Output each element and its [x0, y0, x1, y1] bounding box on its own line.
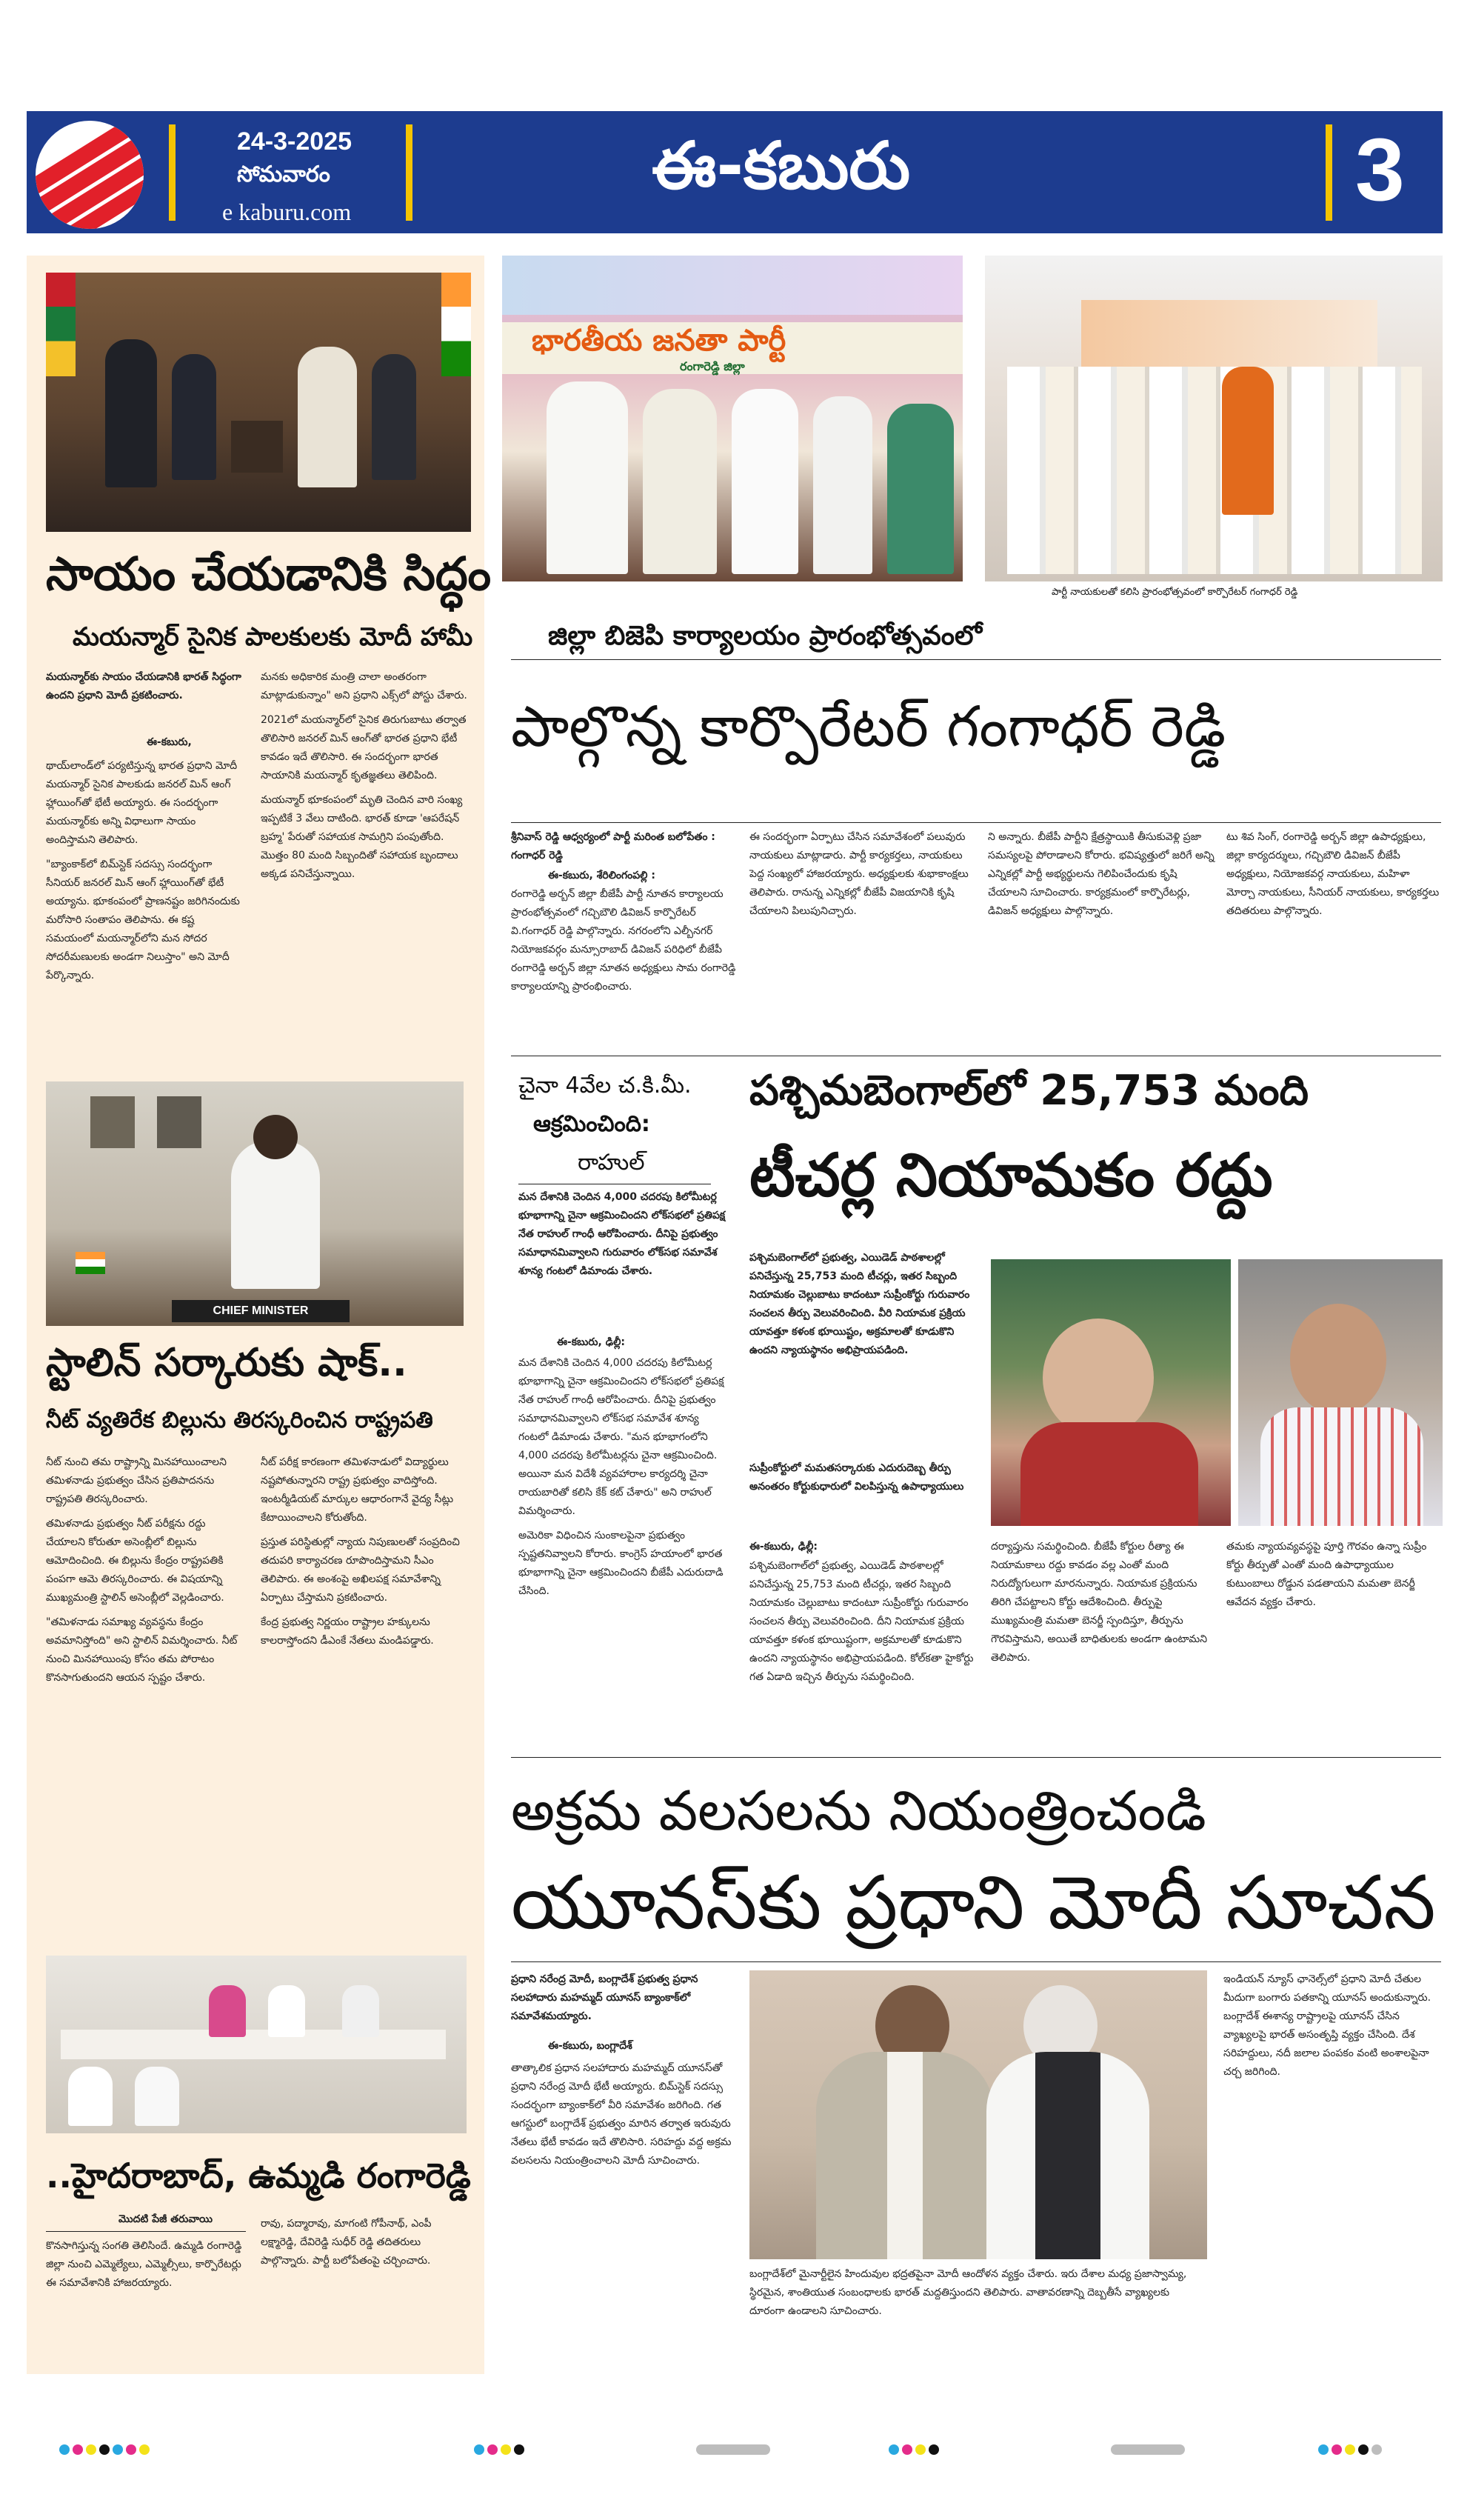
- modi-story-col1: [46, 757, 244, 991]
- wb-story-col1: పశ్చిమబెంగాల్‌లో ప్రభుత్వ, ఎయిడెడ్ పాఠశాలల్లో పనిచేస్తున్న 25,753 మంది టీచర్లు, ఇతర సిబ్బంది నియామకం చెల్లుబాటు కాదంటూ సుప్రీంకోర్టు గురువారం సంచలన తీర్పు వెలువరించింది. దీని నియామక ప్రక్రియ యావత్తూ కళంక భూయిష్టంగా, అక్రమాలతో కూడుకొని ఉందని న్యాయస్థానం అభిప్రాయపడింది. కోల్‌కతా హైకోర్టు గత ఏడాది ఇచ్చిన తీర్పును సమర్థించింది.: [749, 1560, 974, 1683]
- yunus-story-col2: బంగ్లాదేశ్‌లో మైనార్టీలైన హిందువుల భద్రతపైనా మోదీ ఆందోళన వ్యక్తం చేశారు. ఇరు దేశాల మధ్య ప్రజాస్వామ్య, స్థిరమైన, శాంతియుత సంబంధాలకు భారత్ మద్దతిస్తుందని తెలిపారు. వాతావరణాన్ని దెబ్బతీసే వ్యాఖ్యలకు దూరంగా ఉండాలని సూచించారు.: [749, 2268, 1187, 2317]
- bjp-office-photo-2: [985, 256, 1443, 581]
- bjp-story-headline: పాల్గొన్న కార్పొరేటర్ గంగాధర్ రెడ్డి: [511, 693, 1226, 759]
- rahul-headline-line2: ఆక్రమించింది:: [533, 1111, 650, 1137]
- paragraph: 2021లో మయన్మార్‌లో సైనిక తిరుగుబాటు తర్వాత తొలిసారి జనరల్ మిన్ ఆంగ్‌తో భారత ప్రధాని భేటీ కావడం ఇదే తొలిసారి. ఈ సందర్భంగా భారత సాయానికి మయన్మార్ కృతజ్ఞతలు తెలిపింది.: [261, 714, 467, 781]
- newspaper-title: ఈ-కబురు: [652, 127, 911, 204]
- issue-day: సోమవారం: [237, 161, 330, 187]
- yunus-story-kicker: అక్రమ వలసలను నియంత్రించండి: [511, 1779, 1206, 1843]
- rahul-dateline: ఈ-కబురు, ఢిల్లీ:: [557, 1336, 625, 1348]
- modi-story-headline: సాయం చేయడానికి సిద్ధం: [46, 547, 492, 601]
- registration-mark: [501, 2444, 511, 2455]
- registration-mark: [99, 2444, 110, 2455]
- yunus-story-col3: ఇండియన్ న్యూస్ ఛానెల్స్‌లో ప్రధాని మోదీ చేతుల మీదుగా బంగారు పతకాన్ని యూనస్ అందుకున్నారు. బంగ్లాదేశ్ ఈశాన్య రాష్ట్రాలపై యూనస్ చేసిన వ్యాఖ్యలపై భారత్ అసంతృప్తి వ్యక్తం చేసింది. దేశ సరిహద్దులు, నదీ జలాల పంపకం వంటి అంశాలపైనా చర్చ జరిగింది.: [1223, 1973, 1431, 2078]
- yunus-story-dateline: ఈ-కబురు, బంగ్లాదేశ్: [548, 2040, 632, 2052]
- registration-mark: [86, 2444, 96, 2455]
- yunus-story-headline: యూనస్‌కు ప్రధాని మోదీ సూచన: [511, 1859, 1436, 1946]
- hyderabad-meeting-photo: [46, 1956, 467, 2133]
- yunus-story-summary: ప్రధాని నరేంద్ర మోదీ, బంగ్లాదేశ్ ప్రభుత్వ ప్రధాన సలహాదారు మహమ్మద్ యూనస్ బ్యాంకాక్‌లో సమావేశమయ్యారు.: [511, 1973, 698, 2022]
- paragraph: ప్రస్తుత పరిస్థితుల్లో న్యాయ నిపుణులతో సంప్రదించి తదుపరి కార్యాచరణ రూపొందిస్తామని సీఎం తెలిపారు. ఈ అంశంపై అఖిలపక్ష సమావేశాన్ని ఏర్పాటు చేస్తామని ప్రకటించారు.: [261, 1536, 460, 1604]
- modi-story-dateline: ఈ-కబురు,: [147, 736, 192, 748]
- registration-mark: [73, 2444, 83, 2455]
- bjp-banner-text: భారతీయ జనతా పార్టీ: [532, 324, 786, 358]
- registration-mark: [915, 2444, 926, 2455]
- stalin-story-subheadline: నీట్ వ్యతిరేక బిల్లును తిరస్కరించిన రాష్ట్రపతి: [46, 1407, 433, 1433]
- masthead-divider: [169, 124, 176, 221]
- registration-mark: [1111, 2444, 1185, 2455]
- modi-yunus-photo: [749, 1970, 1207, 2259]
- registration-mark: [1318, 2444, 1329, 2455]
- stalin-story-col2: [261, 1453, 468, 1656]
- modi-myanmar-photo: [46, 273, 471, 532]
- wb-story-col3: తమకు న్యాయవ్యవస్థపై పూర్తి గౌరవం ఉన్నా సుప్రీం కోర్టు తీర్పుతో ఎంతో మంది ఉపాధ్యాయుల కుటుంబాలు రోడ్డున పడతాయని మమతా బెనర్జీ ఆవేదన వ్యక్తం చేశారు.: [1226, 1541, 1427, 1608]
- stalin-photo: [46, 1081, 464, 1326]
- registration-mark: [1332, 2444, 1342, 2455]
- registration-mark: [126, 2444, 136, 2455]
- bjp-story-kicker: జిల్లా బిజెపి కార్యాలయం ప్రారంభోత్సవంలో: [548, 621, 983, 651]
- registration-mark: [889, 2444, 899, 2455]
- bjp-story-col2: ఈ సందర్భంగా ఏర్పాటు చేసిన సమావేశంలో పలువురు నాయకులు మాట్లాడారు. పార్టీ కార్యకర్తలు, నాయకులు పెద్ద సంఖ్యలో హాజరయ్యారు. అధ్యక్షులకు శుభాకాంక్షలు తెలిపారు. రానున్న ఎన్నికల్లో బీజేపీ విజయానికి కృషి చేయాలని పిలుపునిచ్చారు.: [749, 831, 969, 917]
- modi-story-subheadline: మయన్మార్ సైనిక పాలకులకు మోదీ హామీ: [73, 622, 473, 652]
- registration-mark: [1345, 2444, 1355, 2455]
- chief-minister-nameplate: CHIEF MINISTER: [172, 1300, 350, 1322]
- registration-mark: [514, 2444, 524, 2455]
- paragraph: "బ్యాంకాక్‌లో బిమ్‌స్టెక్ సదస్సు సందర్భంగా సీనియర్ జనరల్ మిన్ ఆంగ్ హ్లాయింగ్‌తో భేటీ అయ్యాను. భూకంపంలో ప్రాణనష్టం జరిగినందుకు మరోసారి సంతాపం తెలిపాను. ఈ కష్ట సమయంలో మయన్మార్‌లోని మన సోదర సోదరీమణులకు అండగా నిలుస్తాం" అని మోదీ పేర్కొన్నారు.: [46, 859, 240, 981]
- ekaburu-logo: [36, 121, 144, 229]
- paragraph: నీట్ నుంచి తమ రాష్ట్రాన్ని మినహాయించాలని తమిళనాడు ప్రభుత్వం చేసిన ప్రతిపాదనను రాష్ట్రపతి తిరస్కరించారు.: [46, 1456, 227, 1505]
- yunus-story-col1: తాత్కాలిక ప్రధాన సలహాదారు మహమ్మద్ యూనస్‌తో ప్రధాని నరేంద్ర మోదీ భేటీ అయ్యారు. బిమ్‌స్టెక్ సదస్సు సందర్భంగా బ్యాంకాక్‌లో వీరి సమావేశం జరిగింది. గత ఆగస్టులో బంగ్లాదేశ్ ప్రభుత్వం మారిన తర్వాత ఇరువురు నేతలు భేటీ కావడం ఇదే తొలిసారి. సరిహద్దు వద్ద అక్రమ వలసలను నియంత్రించాలని మోదీ సూచించారు.: [511, 2062, 732, 2167]
- paragraph: మనకు అధికారిక మంత్రి చాలా అంతరంగా మాట్లాడుకున్నాం" అని ప్రధాని ఎక్స్‌లో పోస్టు చేశారు.: [261, 671, 467, 701]
- rahul-headline-line3: రాహుల్: [578, 1150, 645, 1176]
- paragraph: థాయ్‌లాండ్‌లో పర్యటిస్తున్న భారత ప్రధాని మోదీ మయన్మార్ సైనిక పాలకుడు జనరల్ మిన్ ఆంగ్ హ్లాయింగ్‌తో భేటీ అయ్యారు. ఈ సందర్భంగా మయన్మార్‌కు అన్ని విధాలుగా సాయం అందిస్తామని తెలిపారు.: [46, 760, 238, 846]
- paragraph: తమిళనాడు ప్రభుత్వం నీట్ పరీక్షను రద్దు చేయాలని కోరుతూ అసెంబ్లీలో బిల్లును ఆమోదించింది. ఈ బిల్లును కేంద్రం రాష్ట్రపతికి పంపగా ఆమె తిరస్కరించారు. ఈ విషయాన్ని ముఖ్యమంత్రి స్టాలిన్ అసెంబ్లీలో వెల్లడించారు.: [46, 1518, 224, 1604]
- bjp-story-col4: టు శివ సింగ్, రంగారెడ్డి అర్బన్ జిల్లా ఉపాధ్యక్షులు, జిల్లా కార్యదర్శులు, గచ్చిబౌలి డివిజన్ బీజేపీ అధ్యక్షులు, నియోజకవర్గ నాయకులు, మహిళా మోర్చా నాయకులు, సీనియర్ నాయకులు, కార్యకర్తలు తదితరులు పాల్గొన్నారు.: [1226, 831, 1440, 917]
- paragraph: అమెరికా విధించిన సుంకాలపైనా ప్రభుత్వం స్పష్టతనివ్వాలని కోరారు. కాంగ్రెస్ హయాంలో భారత భూభాగాన్ని చైనా ఆక్రమించిందని బీజేపీ ఎదురుదాడి చేసింది.: [518, 1530, 724, 1597]
- wb-teacher-photo-2: [1238, 1259, 1443, 1526]
- bjp-banner-sub: రంగారెడ్డి జిల్లా: [680, 359, 745, 373]
- hyderabad-story-col2: రావు, పద్మారావు, మాగంటి గోపీనాథ్, ఎంపీ లక్ష్మారెడ్డి, దేవిరెడ్డి సుధీర్ రెడ్డి తదితరులు పాల్గొన్నారు. పార్టీ బలోపేతంపై చర్చించారు.: [261, 2218, 432, 2267]
- modi-story-summary: మయన్మార్‌కు సాయం చేయడానికి భారత్ సిద్ధంగా ఉందని ప్రధాని మోదీ ప్రకటించారు.: [46, 671, 241, 701]
- registration-mark: [902, 2444, 912, 2455]
- paragraph: నీట్ పరీక్ష కారణంగా తమిళనాడులో విద్యార్థులు నష్టపోతున్నారని రాష్ట్ర ప్రభుత్వం వాదిస్తోంది. ఇంటర్మీడియట్ మార్కుల ఆధారంగానే వైద్య సీట్లు కేటాయించాలని కోరుతోంది.: [261, 1456, 454, 1524]
- registration-mark: [487, 2444, 498, 2455]
- registration-mark: [696, 2444, 770, 2455]
- registration-mark: [59, 2444, 70, 2455]
- page-number: 3: [1355, 120, 1405, 219]
- divider: [511, 659, 1441, 660]
- bjp-office-photo-1: [502, 256, 963, 581]
- modi-story-col2: [261, 668, 468, 890]
- registration-mark: [139, 2444, 150, 2455]
- hyderabad-story-col1: కొనసాగిస్తున్న సంగతి తెలిసిందే. ఉమ్మడి రంగారెడ్డి జిల్లా నుంచి ఎమ్మెల్యేలు, ఎమ్మెల్సీలు, కార్పొరేటర్లు ఈ సమావేశానికి హాజరయ్యారు.: [46, 2240, 242, 2289]
- bjp-story-col1: రంగారెడ్డి అర్బన్ జిల్లా బీజేపీ పార్టీ నూతన కార్యాలయ ప్రారంభోత్సవంలో గచ్చిబౌలి డివిజన్ కార్పొరేటర్ వి.గంగాధర్ రెడ్డి పాల్గొన్నారు. నగరంలోని ఎల్బీనగర్ నియోజకవర్గం మన్సూరాబాద్ డివిజన్ పరిధిలో బీజేపీ రంగారెడ్డి అర్బన్ జిల్లా నూతన అధ్యక్షులు సామ రంగారెడ్డి కార్యాలయాన్ని ప్రారంభించారు.: [511, 888, 736, 993]
- registration-mark: [929, 2444, 939, 2455]
- divider: [46, 2231, 246, 2232]
- divider: [511, 1757, 1441, 1758]
- bjp-story-col3: ని అన్నారు. బీజేపీ పార్టీని క్షేత్రస్థాయికి తీసుకువెళ్లి ప్రజా సమస్యలపై పోరాడాలని కోరారు. భవిష్యత్తులో జరిగే అన్ని ఎన్నికల్లో పార్టీ అభ్యర్థులను గెలిపించేందుకు కృషి చేయాలని సూచించారు. కార్యక్రమంలో కార్పొరేటర్లు, డివిజన్ అధ్యక్షులు పాల్గొన్నారు.: [988, 831, 1215, 917]
- stalin-story-col1: [46, 1453, 246, 1693]
- rahul-summary: మన దేశానికి చెందిన 4,000 చదరపు కిలోమీటర్ల భూభాగాన్ని చైనా ఆక్రమించిందని లోక్‌సభలో ప్రతిపక్ష నేత రాహుల్ గాంధీ ఆరోపించారు. దీనిపై ప్రభుత్వం సమాధానమివ్వాలని గురువారం లోక్‌సభ సమావేశ శూన్య గంటలో డిమాండు చేశారు.: [518, 1191, 726, 1277]
- registration-mark: [1372, 2444, 1382, 2455]
- paragraph: మన దేశానికి చెందిన 4,000 చదరపు కిలోమీటర్ల భూభాగాన్ని చైనా ఆక్రమించిందని లోక్‌సభలో ప్రతిపక్ష నేత రాహుల్ గాంధీ ఆరోపించారు. దీనిపై ప్రభుత్వం సమాధానమివ్వాలని లోక్‌సభ సమావేశ శూన్య గంటలో డిమాండు చేశారు. "మన భూభాగంలోని 4,000 చదరపు కిలోమీటర్లను చైనా ఆక్రమించింది. అయినా మన విదేశీ వ్యవహారాల కార్యదర్శి చైనా రాయబారితో కలిసి కేక్ కట్ చేశారు" అని రాహుల్ విమర్శించారు.: [518, 1357, 724, 1517]
- stalin-story-headline: స్టాలిన్ సర్కారుకు షాక్..: [46, 1341, 407, 1385]
- paragraph: మయన్మార్ భూకంపంలో మృతి చెందిన వారి సంఖ్య ఇప్పటికే 3 వేలు దాటింది. భారత్ కూడా 'ఆపరేషన్ బ్రహ్మ' పేరుతో సహాయక సామగ్రిని పంపుతోంది. మొత్తం 80 మంది సిబ్బందితో సహాయక బృందాలు అక్కడ పనిచేస్తున్నాయి.: [261, 794, 463, 880]
- rahul-body: [518, 1354, 726, 1607]
- wb-story-summary: పశ్చిమబెంగాల్‌లో ప్రభుత్వ, ఎయిడెడ్ పాఠశాలల్లో పనిచేస్తున్న 25,753 మంది టీచర్లు, ఇతర సిబ్బంది నియామకం చెల్లుబాటు కాదంటూ సుప్రీంకోర్టు గురువారం సంచలన తీర్పు వెలువరించింది. వీరి నియామక ప్రక్రియ యావత్తూ కళంక భూయిష్టం, అక్రమాలతో కూడుకొని ఉందని న్యాయస్థానం అభిప్రాయపడింది.: [749, 1252, 970, 1356]
- wb-teacher-photo-1: [991, 1259, 1231, 1526]
- registration-mark: [474, 2444, 484, 2455]
- bjp-story-dateline: ఈ-కబురు, శేరిలింగంపల్లి :: [548, 870, 655, 881]
- registration-mark: [113, 2444, 123, 2455]
- rahul-headline-line1: చైనా 4వేల చ.కి.మీ.: [518, 1073, 692, 1099]
- wb-story-headline: టీచర్ల నియామకం రద్దు: [749, 1141, 1273, 1210]
- masthead-divider: [406, 124, 412, 221]
- wb-story-kicker: పశ్చిమబెంగాల్‌లో 25,753 మంది: [749, 1067, 1309, 1115]
- wb-story-sub: సుప్రీంకోర్టులో మమతసర్కారుకు ఎదురుదెబ్బ తీర్పు అనంతరం కోర్టుకుధారులో విలపిస్తున్న ఉపాధ్యాయులు: [749, 1462, 964, 1493]
- registration-mark: [1358, 2444, 1369, 2455]
- paragraph: కేంద్ర ప్రభుత్వ నిర్ణయం రాష్ట్రాల హక్కులను కాలరాస్తోందని డీఎంకే నేతలు మండిపడ్డారు.: [261, 1616, 434, 1647]
- masthead-divider: [1326, 124, 1332, 221]
- bjp-story-lead: శ్రీనివాస్ రెడ్డి ఆధ్వర్యంలో పార్టీ మరింత బలోపేతం : గంగాధర్ రెడ్డి: [511, 831, 715, 861]
- wb-story-col2: దర్యాప్తును సమర్థించింది. బీజేపీ కోర్టుల రీత్యా ఈ నియామకాలు రద్దు కావడం వల్ల ఎంతో మంది నిరుద్యోగులుగా మారనున్నారు. నియామక ప్రక్రియను తిరిగి చేపట్టాలని కోర్టు ఆదేశించింది. తీర్పుపై ముఖ్యమంత్రి మమతా బెనర్జీ స్పందిస్తూ, తీర్పును గౌరవిస్తామని, అయితే బాధితులకు అండగా ఉంటామని తెలిపారు.: [991, 1541, 1208, 1664]
- bjp-photo-caption: పార్టీ నాయకులతో కలిసి ప్రారంభోత్సవంలో కార్పొరేటర్ గంగాధర్ రెడ్డి: [1052, 587, 1298, 598]
- wb-story-dateline: ఈ-కబురు, ఢిల్లీ:: [749, 1541, 818, 1553]
- issue-date: 24-3-2025: [237, 127, 353, 156]
- site-url[interactable]: e kaburu.com: [222, 199, 352, 225]
- hyderabad-story-byline: మొదటి పేజీ తరువాయి: [118, 2213, 213, 2225]
- divider: [511, 1961, 1441, 1962]
- hyderabad-story-headline: ..హైదరాబాద్, ఉమ్మడి రంగారెడ్డి: [46, 2156, 471, 2196]
- divider: [511, 822, 1441, 823]
- paragraph: "తమిళనాడు సమాఖ్య వ్యవస్థను కేంద్రం అవమానిస్తోంది" అని స్టాలిన్ విమర్శించారు. నీట్ నుంచి మినహాయింపు కోసం తమ పోరాటం కొనసాగుతుందని ఆయన స్పష్టం చేశారు.: [46, 1616, 238, 1684]
